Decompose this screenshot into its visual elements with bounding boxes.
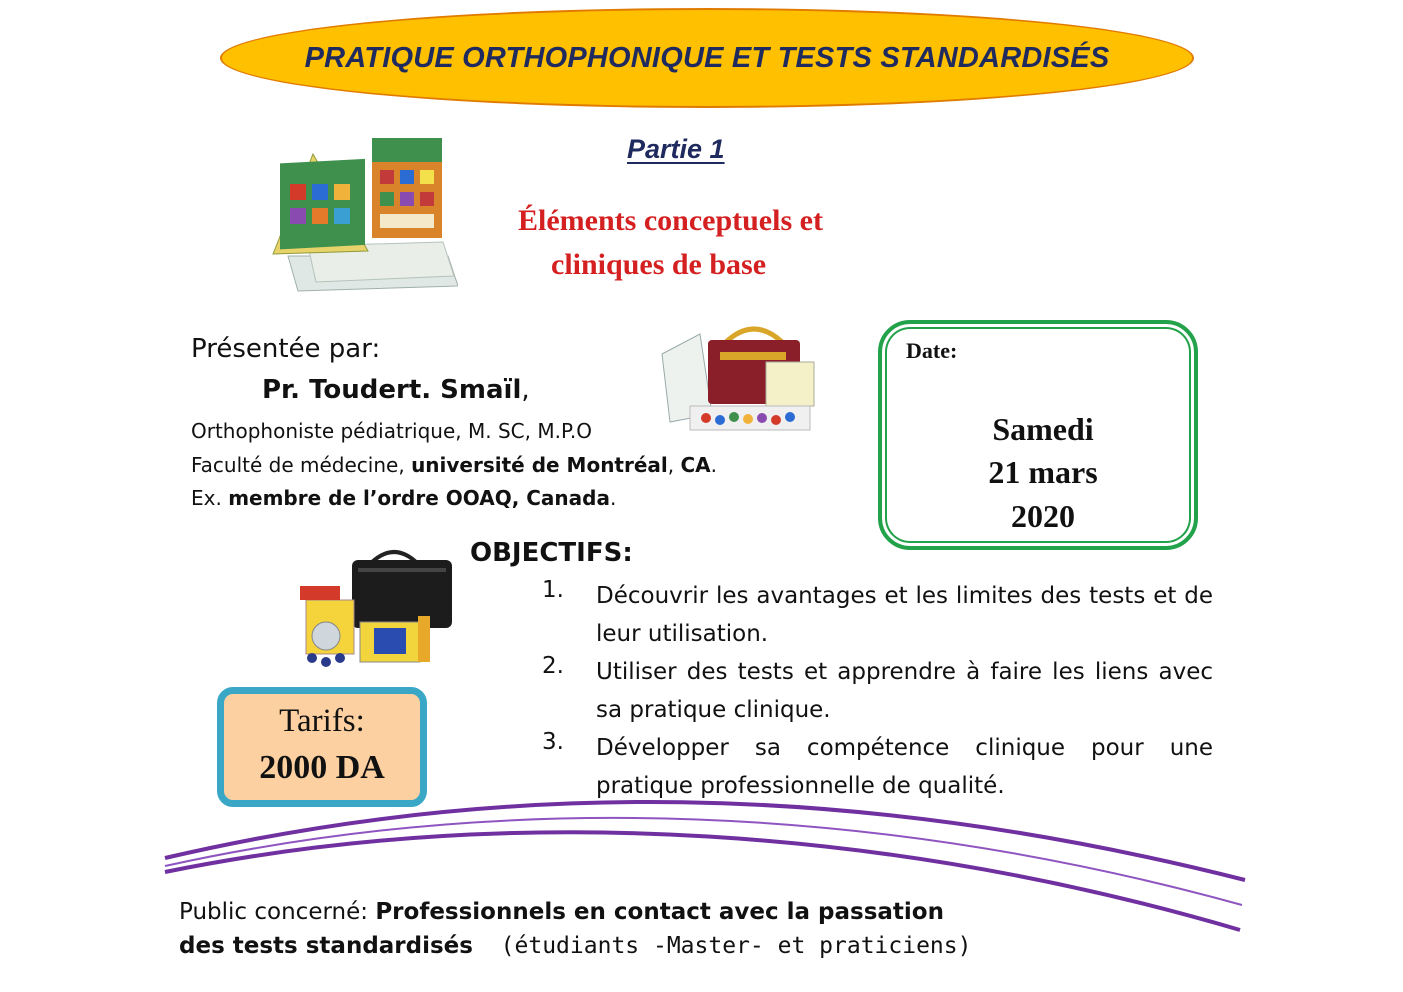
- title-banner: [220, 8, 1194, 108]
- presenter-name: Pr. Toudert. Smaïl,: [262, 375, 530, 405]
- objective-text: Développer sa compétence clinique pour une pratique professionnelle de qualité.: [596, 735, 1213, 799]
- presenter-membership: Ex. membre de l’ordre OOAQ, Canada.: [191, 486, 617, 510]
- test-booklets-image: [268, 136, 458, 292]
- part-label: Partie 1: [627, 134, 725, 164]
- test-case-image: [298, 546, 458, 672]
- tarifs-label: Tarifs:: [279, 703, 365, 739]
- subtitle-line-2: cliniques de base: [551, 248, 767, 281]
- presenter-affiliation: Faculté de médecine, université de Montréal, CA.: [191, 453, 718, 477]
- subtitle-line-1: Éléments conceptuels et: [518, 204, 823, 237]
- objective-number: 2.: [542, 653, 564, 679]
- date-label: Date:: [906, 338, 958, 363]
- date-date: 21 mars: [988, 454, 1098, 490]
- presenter-label: Présentée par:: [191, 334, 381, 364]
- test-kit-bag-image: [660, 322, 820, 438]
- objectives-heading: OBJECTIFS:: [470, 538, 633, 568]
- audience-line-2: des tests standardisés (étudiants -Master- et praticiens): [179, 933, 972, 959]
- date-year: 2020: [1011, 498, 1075, 534]
- objective-text: Découvrir les avantages et les limites des tests et de leur utilisation.: [596, 583, 1213, 647]
- audience-line-1: Public concerné: Professionnels en contact avec la passation: [179, 899, 944, 925]
- tarifs-price: 2000 DA: [259, 749, 385, 786]
- date-day: Samedi: [992, 411, 1094, 447]
- objective-number: 1.: [542, 577, 564, 603]
- page-title: PRATIQUE ORTHOPHONIQUE ET TESTS STANDARDISÉS: [304, 41, 1110, 74]
- objective-number: 3.: [542, 729, 564, 755]
- presenter-credentials: Orthophoniste pédiatrique, M. SC, M.P.O: [191, 419, 593, 443]
- objective-text: Utiliser des tests et apprendre à faire les liens avec sa pratique clinique.: [596, 659, 1213, 723]
